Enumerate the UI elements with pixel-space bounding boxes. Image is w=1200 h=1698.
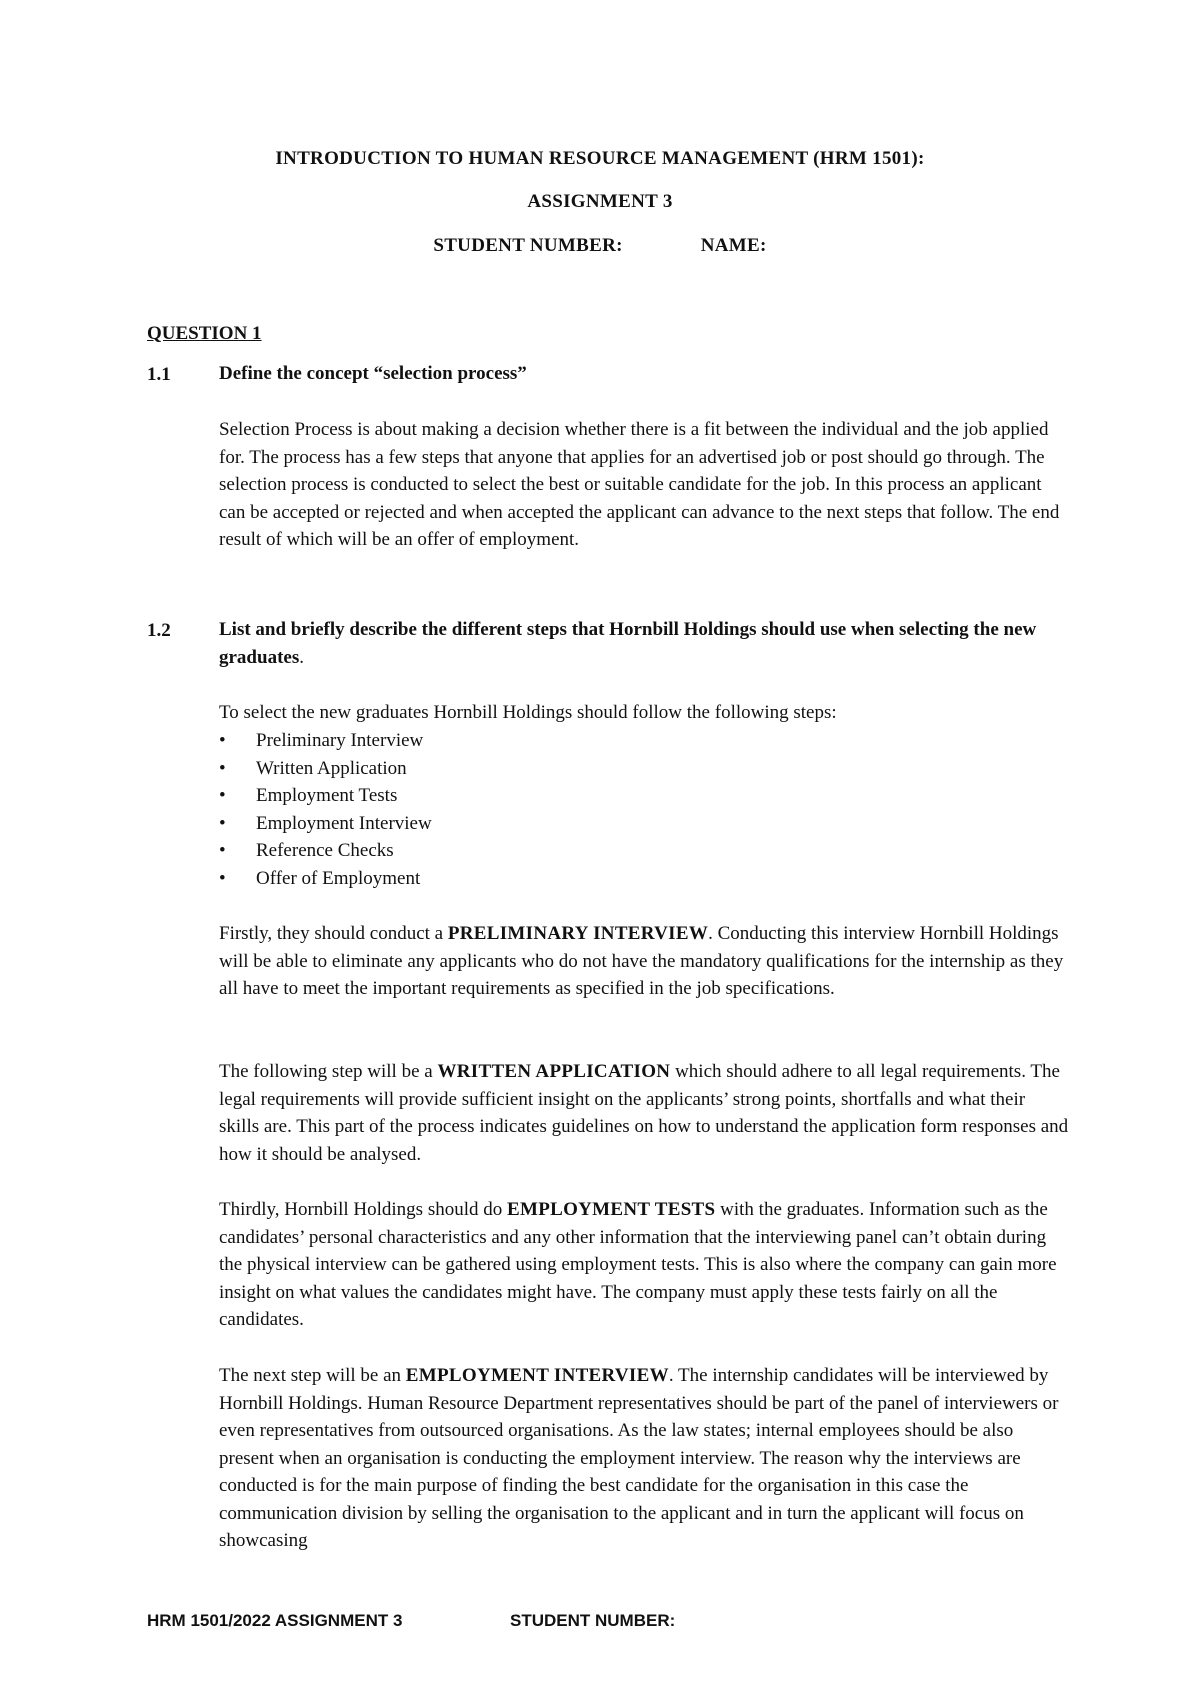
step-label: Employment Tests <box>256 785 398 806</box>
student-number-label: STUDENT NUMBER: <box>433 235 623 256</box>
paragraph-text: Thirdly, Hornbill Holdings should do <box>219 1199 507 1220</box>
steps-intro: To select the new graduates Hornbill Holdings should follow the following steps: <box>219 702 837 723</box>
step-label: Reference Checks <box>256 840 394 861</box>
step-label: Preliminary Interview <box>256 730 424 751</box>
question-prompt-1-2-text: List and briefly describe the different steps that Hornbill Holdings should use when selecting the new graduates <box>219 619 1037 668</box>
paragraph-keyword: WRITTEN APPLICATION <box>437 1061 671 1082</box>
paragraph-text: . Conducting this interview Hornbill Holdings will be able to eliminate any applicants who do not have the mandatory qualifications for the internship as they all have to meet the important requirements as specified in the job specifications. <box>219 923 1064 999</box>
assignment-label: ASSIGNMENT 3 <box>527 191 673 212</box>
bullet-icon: • <box>219 812 226 834</box>
footer-course-label: HRM 1501/2022 ASSIGNMENT 3 <box>147 1611 403 1630</box>
question-number-1-2: 1.2 <box>147 620 171 641</box>
paragraph-text: which should adhere to all legal requirements. The legal requirements will provide sufficient insight on the applicants’ strong points, shortfalls and what their skills are. This part of the process indicates guidelines on how to understand the application form responses and how it should be analysed. <box>219 1061 1069 1165</box>
paragraph-keyword: EMPLOYMENT INTERVIEW <box>405 1365 669 1386</box>
footer-student-number-label: STUDENT NUMBER: <box>510 1611 676 1630</box>
bullet-icon: • <box>219 757 226 779</box>
step-label: Written Application <box>256 757 407 779</box>
answer-1-1: Selection Process is about making a decision whether there is a fit between the individual and the job applied for. The process has a few steps that anyone that applies for an advertised job or post should go through. The selection process is conducted to select the best or suitable candidate for the job. In this process an applicant can be accepted or rejected and when accepted the applicant can advance to the next steps that follow. The end result of which will be an offer of employment. <box>219 419 1060 550</box>
question-heading: QUESTION 1 <box>147 323 262 344</box>
paragraph-text: . The internship candidates will be interviewed by Hornbill Holdings. Human Resource Department representatives should be part of the panel of interviewers or even representatives from outsourced organisations. As the law states; internal employees should be also present when an organisation is conducting the employment interview. The reason why the interviews are conducted is for the main purpose of finding the best candidate for the organisation in this case the communication division by selling the organisation to the applicant and in turn the applicant will focus on showcasing <box>219 1365 1059 1551</box>
steps-list <box>219 727 432 892</box>
bullet-icon: • <box>219 867 226 889</box>
paragraph-employment-tests <box>219 1196 1069 1334</box>
list-item <box>219 782 432 810</box>
question-number-1-1: 1.1 <box>147 364 171 385</box>
paragraph-written-application <box>219 1058 1069 1168</box>
bullet-icon: • <box>219 840 226 861</box>
student-info-line <box>0 235 1200 257</box>
question-prompt-1-2-period: . <box>299 647 304 668</box>
paragraph-preliminary-interview <box>219 920 1069 1003</box>
list-item <box>219 837 432 865</box>
paragraph-keyword: PRELIMINARY INTERVIEW <box>447 923 709 944</box>
question-prompt-1-1: Define the concept “selection process” <box>219 363 527 384</box>
paragraph-text: Firstly, they should conduct a <box>219 923 448 944</box>
list-item <box>219 865 432 893</box>
paragraph-text: The next step will be an <box>219 1365 406 1386</box>
paragraph-text: with the graduates. Information such as the candidates’ personal characteristics and any other information that the interviewing panel can’t obtain during the physical interview can be gathered using employment tests. This is also where the company can gain more insight on what values the candidates might have. The company must apply these tests fairly on all the candidates. <box>219 1199 1057 1330</box>
document-title: INTRODUCTION TO HUMAN RESOURCE MANAGEMENT (HRM 1501): <box>275 148 925 169</box>
question-prompt-1-2 <box>219 616 1059 672</box>
step-label: Offer of Employment <box>256 867 421 889</box>
paragraph-keyword: EMPLOYMENT TESTS <box>507 1199 716 1220</box>
bullet-icon: • <box>219 785 226 806</box>
list-item <box>219 810 432 838</box>
step-label: Employment Interview <box>256 812 432 834</box>
paragraph-text: The following step will be a <box>219 1061 438 1082</box>
list-item <box>219 727 432 755</box>
paragraph-employment-interview <box>219 1362 1069 1555</box>
name-label: NAME: <box>700 235 767 256</box>
bullet-icon: • <box>219 730 226 751</box>
list-item <box>219 755 432 783</box>
